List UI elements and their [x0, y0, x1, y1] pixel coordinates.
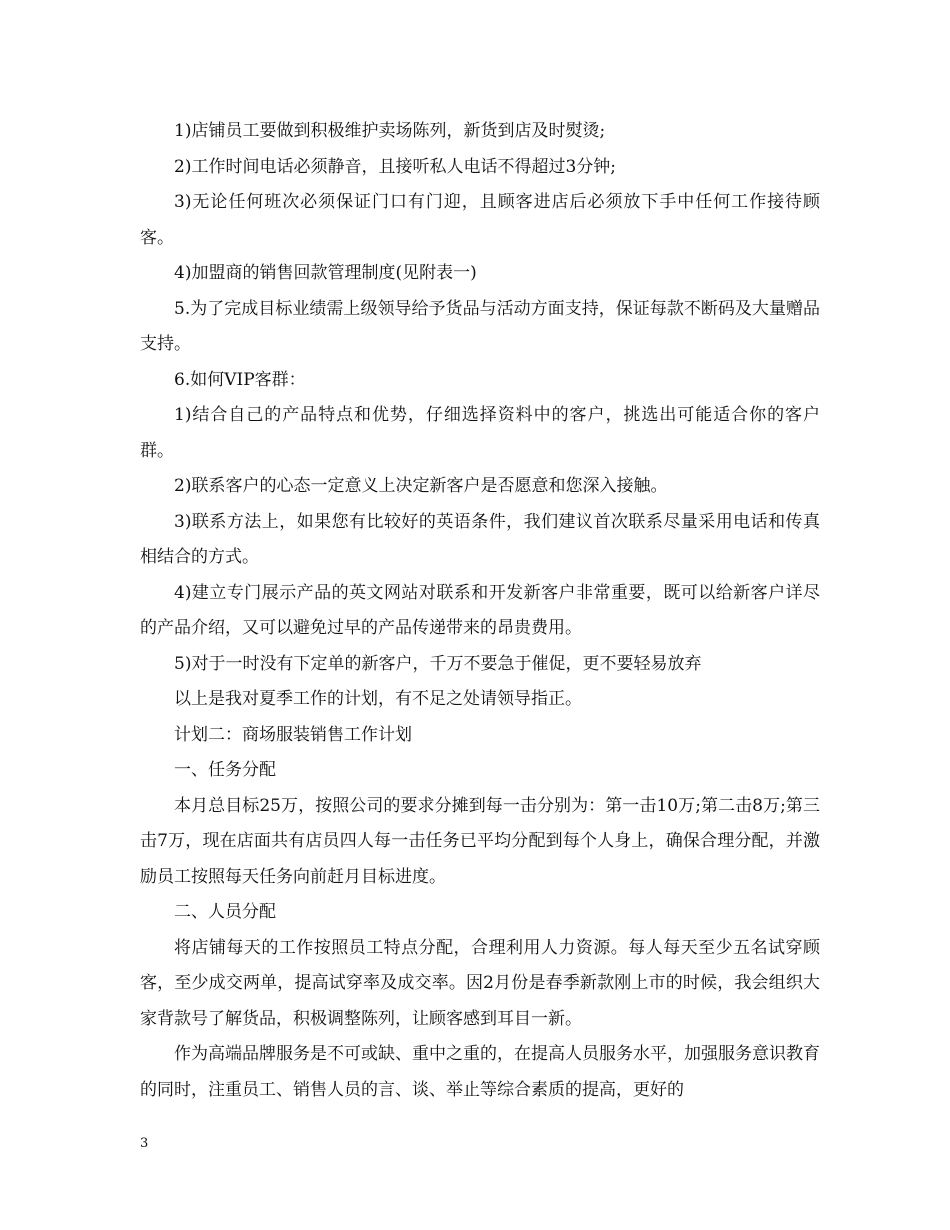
paragraph-service-quality: 作为高端品牌服务是不可或缺、重中之重的，在提高人员服务水平，加强服务意识教育的同时，注重员工、销售人员的言、谈、举止等综合素质的提高，更好的: [140, 1044, 820, 1100]
paragraph-contact-method: 3)联系方法上，如果您有比较好的英语条件，我们建议首次联系尽量采用电话和传真相结合的方式。: [140, 511, 820, 567]
paragraph-franchise-payment: 4)加盟商的销售回款管理制度(见附表一): [174, 263, 477, 283]
paragraph-staff-allocation: 将店铺每天的工作按照员工特点分配，合理利用人力资源。每人每天至少五名试穿顾客，至少成交两单，提高试穿率及成交率。因2月份是春季新款刚上市的时候，我会组织大家背款号了解货品，积极调整陈列，让顾客感到耳目一新。: [140, 937, 820, 1029]
page-number: 3: [140, 1136, 149, 1151]
paragraph-summer-plan-close: 以上是我对夏季工作的计划，有不足之处请领导指正。: [174, 689, 582, 709]
paragraph-no-rush: 5)对于一时没有下定单的新客户，千万不要急于催促，更不要轻易放弃: [174, 653, 702, 674]
paragraph-plan-two-title: 计划二：商场服装销售工作计划: [174, 724, 412, 745]
paragraph-door-greeter: 3)无论任何班次必须保证门口有门迎，且顾客进店后必须放下手中任何工作接待顾客。: [140, 192, 820, 248]
paragraph-store-display: 1)店铺员工要做到积极维护卖场陈列，新货到店及时熨烫;: [174, 121, 606, 141]
document-body: [140, 114, 820, 1108]
paragraph-select-customers: 1)结合自己的产品特点和优势，仔细选择资料中的客户，挑选出可能适合你的客户群。: [140, 405, 820, 461]
paragraph-vip-heading: 6.如何VIP客群：: [174, 369, 306, 390]
paragraph-staff-allocation-heading: 二、人员分配: [174, 902, 276, 922]
paragraph-task-allocation-heading: 一、任务分配: [174, 760, 276, 780]
paragraph-monthly-target: 本月总目标25万，按照公司的要求分摊到每一击分别为：第一击10万;第二击8万;第三击7万，现在店面共有店员四人每一击任务已平均分配到每个人身上，确保合理分配，并激励员工按照每天任务向前赶月目标进度。: [140, 795, 820, 887]
paragraph-phone-rule: 2)工作时间电话必须静音，且接听私人电话不得超过3分钟;: [174, 156, 616, 177]
paragraph-contact-attitude: 2)联系客户的心态一定意义上决定新客户是否愿意和您深入接触。: [174, 476, 668, 496]
paragraph-leadership-support: 5.为了完成目标业绩需上级领导给予货品与活动方面支持，保证每款不断码及大量赠品支持。: [140, 298, 820, 354]
paragraph-english-website: 4)建立专门展示产品的英文网站对联系和开发新客户非常重要，既可以给新客户详尽的产品介绍，又可以避免过早的产品传递带来的昂贵费用。: [140, 582, 820, 638]
